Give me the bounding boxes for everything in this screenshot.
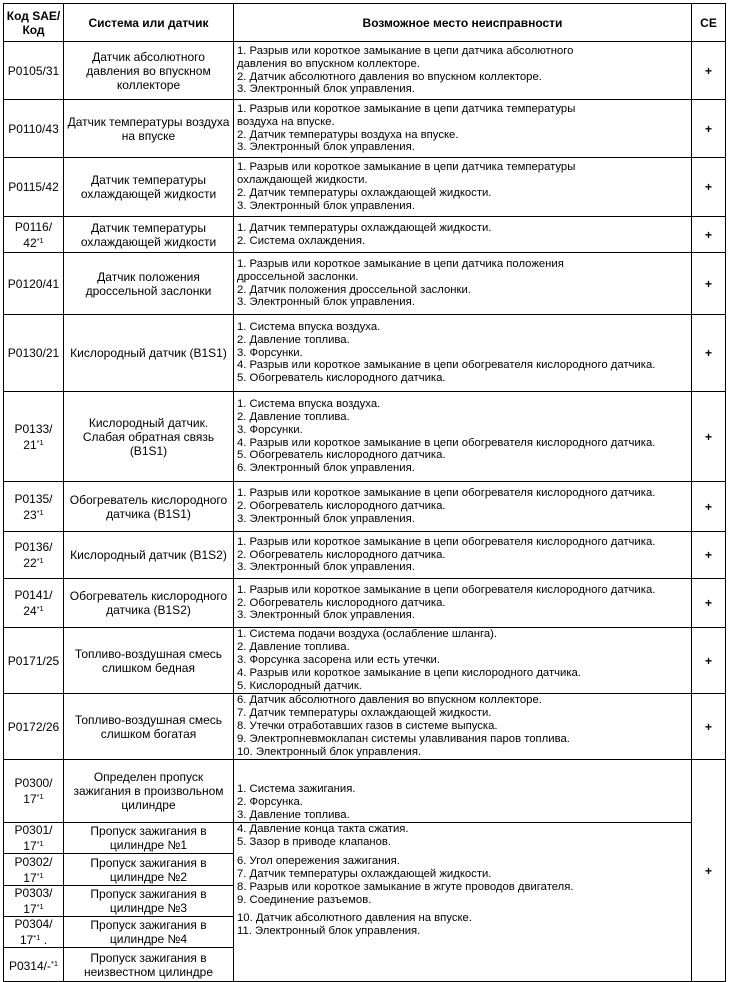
fault-item: 2. Обогреватель кислородного датчика. [237, 596, 446, 609]
fault-item: 3. Форсунки. [237, 423, 303, 436]
header-system: Система или датчик [64, 4, 234, 42]
system-cell: Обогреватель кислородного датчика (B1S1) [64, 482, 234, 532]
fault-item: 10. Датчик абсолютного давления на впуске. [237, 912, 472, 925]
table-row [4, 760, 726, 823]
table-row [4, 158, 726, 217]
footnote-mark: *1 [36, 604, 44, 613]
fault-item: воздуха на впуске. [237, 115, 335, 128]
fault-item: 2. Обогреватель кислородного датчика. [237, 500, 446, 513]
fault-item: 1. Разрыв или короткое замыкание в цепи датчика положения [237, 257, 564, 270]
header-fault: Возможное место неисправности [234, 4, 692, 42]
code-cell [4, 948, 64, 982]
system-cell: Датчик температуры охлаждающей жидкости [64, 217, 234, 253]
fault-cell [234, 823, 692, 982]
ce-cell: + [692, 158, 726, 217]
code-cell [4, 217, 64, 253]
table-row [4, 100, 726, 158]
fault-cell [234, 392, 692, 482]
code-text: P0120/41 [7, 276, 60, 291]
dtc-table [3, 3, 726, 982]
fault-item: 1. Разрыв или короткое замыкание в цепи обогревателя кислородного датчика. [237, 583, 656, 596]
footnote-mark: *1 [36, 902, 44, 911]
code-suffix: . [40, 933, 48, 947]
ce-cell: + [692, 579, 726, 628]
fault-item: 7. Датчик температуры охлаждающей жидкости. [237, 707, 492, 720]
code-text: P0136/ 22 [14, 540, 53, 570]
fault-item: 2. Обогреватель кислородного датчика. [237, 548, 446, 561]
code-text: P0135/ 23 [14, 491, 53, 522]
code-text: P0141/ 24 [14, 588, 53, 618]
fault-cell [234, 628, 692, 694]
footnote-mark: *1 [33, 933, 41, 942]
code-text: P0130/21 [7, 346, 60, 360]
system-cell: Датчик температуры охлаждающей жидкости [64, 158, 234, 217]
code-cell [4, 917, 64, 948]
code-cell [4, 100, 64, 158]
code-cell [4, 42, 64, 100]
fault-item: 1. Разрыв или короткое замыкание в цепи обогревателя кислородного датчика. [237, 535, 656, 548]
system-cell: Определен пропуск зажигания в произвольном цилиндре [64, 760, 234, 823]
code-cell [4, 482, 64, 532]
code-cell [4, 253, 64, 315]
code-cell [4, 694, 64, 760]
fault-item: 6. Электронный блок управления. [237, 462, 415, 475]
code-cell [4, 854, 64, 886]
fault-item: 1. Разрыв или короткое замыкание в цепи датчика температуры [237, 161, 576, 174]
ce-cell: + [692, 217, 726, 253]
table-row [4, 392, 726, 482]
dtc-table-container [3, 3, 725, 979]
footnote-mark: *1 [36, 839, 44, 848]
code-text: P0110/43 [8, 121, 59, 136]
ce-cell: + [692, 760, 726, 982]
system-cell: Кислородный датчик (B1S1) [64, 315, 234, 392]
system-cell: Кислородный датчик (B1S2) [64, 532, 234, 579]
footnote-mark: *1 [36, 870, 44, 880]
code-text: P0105/31 [7, 63, 60, 78]
fault-item: 7. Датчик температуры охлаждающей жидкости. [237, 867, 492, 880]
code-cell [4, 823, 64, 854]
system-cell: Датчик абсолютного давления во впускном коллекторе [64, 42, 234, 100]
fault-item: 6. Угол опережения зажигания. [237, 854, 400, 867]
fault-cell [234, 760, 692, 823]
fault-item: 2. Давление топлива. [237, 333, 350, 346]
fault-item: 4. Разрыв или короткое замыкание в цепи кислородного датчика. [237, 666, 581, 679]
fault-item: 2. Давление топлива. [237, 641, 350, 654]
fault-item: 5. Обогреватель кислородного датчика. [237, 372, 446, 385]
code-text: P0115/42 [8, 180, 59, 194]
fault-item: 1. Разрыв или короткое замыкание в цепи обогревателя кислородного датчика. [237, 487, 656, 500]
table-row [4, 628, 726, 694]
ce-cell: + [692, 42, 726, 100]
fault-item: 1. Система впуска воздуха. [237, 320, 381, 333]
code-cell [4, 886, 64, 917]
fault-item: 3. Электронный блок управления. [237, 512, 415, 525]
code-cell [4, 158, 64, 217]
ce-cell: + [692, 694, 726, 760]
footnote-mark: *1 [36, 556, 44, 565]
header-ce: CE [692, 4, 726, 42]
fault-item: 1. Датчик температуры охлаждающей жидкости. [237, 221, 492, 234]
fault-cell [234, 217, 692, 253]
fault-item: 2. Давление топлива. [237, 410, 350, 423]
table-row [4, 532, 726, 579]
fault-item: 2. Форсунка. [237, 796, 303, 809]
system-cell: Датчик температуры воздуха на впуске [64, 100, 234, 158]
ce-cell: + [692, 628, 726, 694]
code-text: P0303/ 17 [14, 886, 53, 916]
fault-item: 3. Давление топлива. [237, 809, 350, 822]
fault-item: 2. Система охлаждения. [237, 234, 366, 247]
ce-cell: + [692, 315, 726, 392]
code-cell [4, 315, 64, 392]
code-text: P0304/ 17 [14, 917, 53, 947]
fault-item: 3. Электронный блок управления. [237, 561, 415, 574]
code-text: P0172/26 [7, 719, 60, 734]
code-cell [4, 760, 64, 823]
fault-item: дроссельной заслонки. [237, 270, 359, 283]
fault-item: 1. Система подачи воздуха (ослабление шланга). [237, 628, 498, 641]
footnote-mark: *1 [36, 792, 44, 801]
fault-item: 8. Разрыв или короткое замыкание в жгуте проводов двигателя. [237, 880, 574, 893]
fault-item: 3. Электронный блок управления. [237, 141, 415, 154]
fault-item: 2. Датчик положения дроссельной заслонки. [237, 283, 471, 296]
table-row [4, 315, 726, 392]
table-row [4, 217, 726, 253]
code-cell [4, 579, 64, 628]
fault-item: 9. Соединение разъемов. [237, 893, 372, 906]
fault-item: 3. Форсунка засорена или есть утечки. [237, 654, 440, 667]
fault-cell [234, 253, 692, 315]
fault-item: 1. Система впуска воздуха. [237, 397, 381, 410]
fault-item: 6. Датчик абсолютного давления во впускном коллекторе. [237, 694, 542, 707]
ce-cell: + [692, 253, 726, 315]
fault-item: 4. Давление конца такта сжатия. [237, 823, 409, 835]
system-cell: Пропуск зажигания в цилиндре №4 [64, 917, 234, 948]
fault-item: охлаждающей жидкости. [237, 174, 368, 187]
fault-item: 4. Разрыв или короткое замыкание в цепи обогревателя кислородного датчика. [237, 436, 656, 449]
fault-item: 5. Обогреватель кислородного датчика. [237, 449, 446, 462]
footnote-mark: *1 [50, 958, 59, 968]
ce-cell: + [692, 532, 726, 579]
code-text: P0314/- [8, 958, 51, 973]
header-row [4, 4, 726, 42]
fault-item: 3. Электронный блок управления. [237, 83, 415, 96]
table-row [4, 579, 726, 628]
table-row [4, 694, 726, 760]
fault-item: 4. Разрыв или короткое замыкание в цепи обогревателя кислородного датчика. [237, 359, 656, 372]
fault-item: 11. Электронный блок управления. [237, 925, 421, 938]
system-cell: Обогреватель кислородного датчика (B1S2) [64, 579, 234, 628]
fault-item: 1. Разрыв или короткое замыкание в цепи датчика температуры [237, 102, 576, 115]
fault-cell [234, 315, 692, 392]
code-cell [4, 532, 64, 579]
fault-item: 3. Электронный блок управления. [237, 609, 415, 622]
fault-item: 5. Кислородный датчик. [237, 679, 362, 692]
system-cell: Пропуск зажигания в цилиндре №3 [64, 886, 234, 917]
code-text: P0302/ 17 [14, 854, 53, 885]
fault-item: 3. Форсунки. [237, 346, 303, 359]
header-code: Код SAE/ Код [4, 4, 64, 42]
table-row [4, 253, 726, 315]
fault-cell [234, 532, 692, 579]
fault-cell [234, 158, 692, 217]
table-row [4, 42, 726, 100]
fault-item: 2. Датчик температуры воздуха на впуске. [237, 128, 459, 141]
fault-item: 9. Электропневмоклапан системы улавливания паров топлива. [237, 732, 570, 745]
system-cell: Топливо-воздушная смесь слишком бедная [64, 628, 234, 694]
table-row [4, 823, 726, 854]
ce-cell: + [692, 482, 726, 532]
system-cell: Топливо-воздушная смесь слишком богатая [64, 694, 234, 760]
code-text: P0171/25 [7, 653, 60, 668]
system-cell: Пропуск зажигания в цилиндре №1 [64, 823, 234, 854]
fault-item: 2. Датчик температуры охлаждающей жидкости. [237, 187, 492, 199]
fault-item: 2. Датчик абсолютного давления во впускном коллекторе. [237, 70, 542, 83]
system-cell: Пропуск зажигания в неизвестном цилиндре [64, 948, 234, 982]
system-cell: Пропуск зажигания в цилиндре №2 [64, 854, 234, 886]
fault-item: 3. Электронный блок управления. [237, 199, 415, 212]
code-text: P0301/ 17 [14, 823, 53, 853]
footnote-mark: *1 [36, 235, 44, 245]
fault-item: 8. Утечки отработавших газов в системе выпуска. [237, 720, 498, 733]
ce-cell: + [692, 392, 726, 482]
ce-cell: + [692, 100, 726, 158]
footnote-mark: *1 [36, 507, 44, 517]
code-text: P0300/ 17 [14, 776, 53, 806]
fault-item: 5. Зазор в приводе клапанов. [237, 835, 392, 848]
fault-cell [234, 100, 692, 158]
fault-item: 1. Разрыв или короткое замыкание в цепи датчика абсолютного [237, 44, 574, 57]
table-row [4, 482, 726, 532]
table-body [4, 42, 726, 982]
fault-item: 3. Электронный блок управления. [237, 296, 415, 309]
fault-cell [234, 694, 692, 760]
fault-item: 1. Система зажигания. [237, 783, 356, 796]
code-text: P0133/ 21 [14, 421, 53, 452]
system-cell: Датчик положения дроссельной заслонки [64, 253, 234, 315]
footnote-mark: *1 [36, 437, 44, 447]
fault-cell [234, 579, 692, 628]
fault-item: давления во впускном коллекторе. [237, 57, 420, 70]
fault-cell [234, 42, 692, 100]
code-cell [4, 628, 64, 694]
system-cell: Кислородный датчик. Слабая обратная связь (B1S1) [64, 392, 234, 482]
fault-cell [234, 482, 692, 532]
code-cell [4, 392, 64, 482]
fault-item: 10. Электронный блок управления. [237, 745, 422, 758]
code-text: P0116/ 42 [14, 219, 53, 250]
